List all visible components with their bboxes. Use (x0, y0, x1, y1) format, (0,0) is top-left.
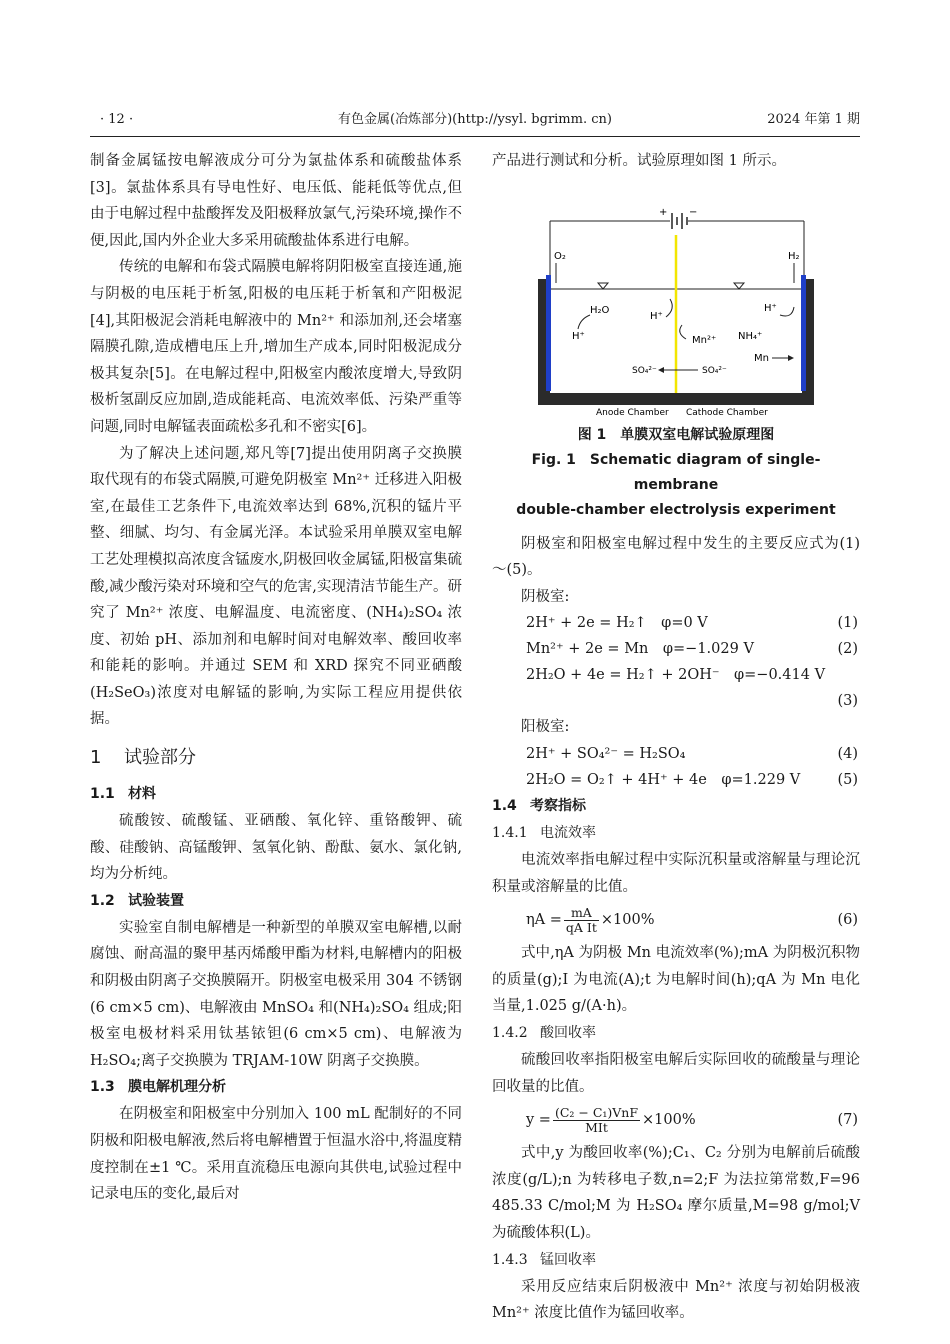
level-marker-right (734, 283, 744, 289)
equation-7 (492, 1100, 860, 1140)
equation-number: (6) (837, 912, 858, 929)
equation-number: (2) (837, 641, 858, 658)
label-so4-cathode: SO₄²⁻ (702, 365, 727, 376)
subsubsection-number: 1.4.1 (492, 824, 528, 841)
subsubsection-heading (492, 1020, 860, 1047)
equation-lhs: y = (526, 1112, 551, 1129)
equation-number: (3) (837, 693, 858, 710)
paragraph: 在阴极室和阳极室中分别加入 100 mL 配制好的不同阴极和阳极电解液,然后将电解槽置于恒温水浴中,将温度精度控制在±1 ℃。采用直流稳压电源向其供电,试验过程中记录电压的变化,最后对 (90, 1106, 462, 1203)
paragraph: 采用反应结束后阴极液中 Mn²⁺ 浓度与初始阴极液 Mn²⁺ 浓度比值作为锰回收率。 (492, 1278, 860, 1322)
h2o-arrow (578, 315, 590, 329)
label-o2: O₂ (554, 250, 566, 262)
numerator: mA (564, 906, 599, 921)
subsubsection-heading (492, 1247, 860, 1274)
battery-plus: + (659, 206, 668, 218)
cathode-electrode (801, 275, 806, 391)
cathode-chamber-label: Cathode Chamber (686, 407, 768, 417)
paragraph: 实验室自制电解槽是一种新型的单膜双室电解槽,以耐腐蚀、耐高温的聚甲基丙烯酸甲酯为材料,电解槽内的阳极和阴极由阴离子交换膜隔开。阴极室电极采用 304 不锈钢(6 cm×5 cm)、电解液由 MnSO₄ 和(NH₄)₂SO₄ 组成;阳极室电极材料采用钛基铱钽(6 cm×5 cm)、电解液为 H₂SO₄;离子交换膜为 TRJAM-10W 阴离子交换膜。 (90, 919, 462, 1069)
electrolysis-diagram (492, 179, 860, 417)
equation-rhs: ×100% (642, 1112, 696, 1129)
paragraph: 制备金属锰按电解液成分可分为氯盐体系和硫酸盐体系[3]。氯盐体系具有导电性好、电压低、能耗低等优点,但由于电解过程中盐酸挥发及阳极释放氯气,污染环境,操作不便,因此,国内外企业大多采用硫酸盐体系进行电解。 (90, 153, 462, 249)
anode-electrode (546, 275, 551, 391)
paragraph: 阴极室和阳极室电解过程中发生的主要反应式为(1)～(5)。 (492, 535, 860, 579)
mn2-arrow (680, 325, 686, 339)
label-h-plus-anode: H⁺ (572, 330, 585, 342)
equation-2 (492, 636, 860, 662)
subsubsection-number: 1.4.3 (492, 1251, 528, 1268)
subsubsection-title: 电流效率 (540, 824, 596, 841)
equation-rhs: ×100% (600, 912, 655, 929)
mn-arrowhead (788, 355, 794, 361)
section-title: 试验部分 (124, 747, 196, 769)
subsection-heading (90, 1074, 462, 1101)
journal-title: 有色金属(冶炼部分)(http://ysyl. bgrimm. cn) (338, 112, 612, 127)
right-column (492, 148, 860, 1327)
subsection-title: 材料 (128, 786, 156, 803)
paragraph: 为了解决上述问题,郑凡等[7]提出使用阴离子交换膜取代现有的布袋式隔膜,可避免阴极室 Mn²⁺ 迁移进入阳极室,在最佳工艺条件下,电流效率达到 68%,沉积的锰片平整、细腻、均匀、有金属光泽。本试验采用单膜双室电解工艺处理模拟高浓度含锰废水,阴极回收金属锰,阳极富集硫酸,减少酸污染对环境和空气的危害,实现清洁节能生产。研究了 Mn²⁺ 浓度、电解温度、电流密度、(NH₄)₂SO₄ 浓度、初始 pH、添加剂和电解时间对电解效率、酸回收率和能耗的影响。并通过 SEM 和 XRD 探究不同亚硒酸(H₂SeO₃)浓度对电解锰的影响,为实际工程应用提供依据。 (90, 445, 462, 728)
equation-number: (5) (837, 771, 858, 788)
paragraph: 式中,y 为酸回收率(%);C₁、C₂ 分别为电解前后硫酸浓度(g/L);n 为转移电子数,n=2;F 为法拉第常数,F=96 485.33 C/mol;M 为 H₂SO₄ 摩尔质量,M=98 g/mol;V 为硫酸体积(L)。 (492, 1145, 860, 1241)
subsection-number: 1.4 (492, 797, 517, 814)
subsection-title: 膜电解机理分析 (128, 1079, 226, 1096)
equation-1 (492, 610, 860, 636)
subsection-title: 试验装置 (128, 892, 184, 909)
subsection-heading (492, 793, 860, 820)
subsection-number: 1.2 (90, 892, 115, 909)
equation-4 (492, 741, 860, 767)
subsubsection-title: 酸回收率 (540, 1024, 596, 1041)
label-nh4-plus: NH₄⁺ (738, 330, 763, 342)
h-plus-cathode-arrow (780, 307, 794, 316)
paragraph: 式中,ηA 为阴极 Mn 电流效率(%);mA 为阴极沉积物的质量(g);I 为电流(A);t 为电解时间(h);qA 为 Mn 电化当量,1.025 g/(A·h)。 (492, 945, 860, 1015)
paragraph: 传统的电解和布袋式隔膜电解将阴阳极室直接连通,施与阴极的电压耗于析氢,阳极的电压耗于析氧和产阳极泥[4],其阳极泥会消耗电解液中的 Mn²⁺ 和添加剂,还会堵塞隔膜孔隙,造成槽电压上升,增加生产成本,同时阳极泥成分极其复杂[5]。在电解过程中,阳极室内酸浓度增大,导致阴极析氢副反应加剧,造成能耗高、电流效率低、污染严重等问题,同时电解锰表面疏松多孔和不密实[6]。 (90, 259, 462, 435)
subsection-number: 1.3 (90, 1079, 115, 1096)
denominator: MIt (585, 1119, 608, 1135)
equation-5 (492, 767, 860, 793)
numerator: (C₂ − C₁)VnF (554, 1104, 639, 1120)
diagram-svg (492, 179, 860, 417)
paragraph: 硫酸回收率指阳极室电解后实际回收的硫酸量与理论回收量的比值。 (492, 1051, 860, 1095)
level-marker-left (598, 283, 608, 289)
issue-label: 2024 年第 1 期 (767, 112, 860, 127)
header-rule (90, 136, 860, 137)
page-number: · 12 · (100, 112, 134, 127)
anode-chamber-label: Anode Chamber (596, 407, 669, 417)
figure-caption-cn: 图 1 单膜双室电解试验原理图 (577, 426, 775, 443)
label-h-plus-cathode: H⁺ (764, 302, 777, 314)
so4-arrowhead (658, 367, 664, 373)
denominator: qA It (565, 919, 597, 935)
label-h2o: H₂O (590, 304, 610, 316)
h-plus-arrow (666, 299, 672, 317)
equation-number: (4) (837, 745, 858, 762)
figure-caption-en: Fig. 1 Schematic diagram of single-membrane (531, 451, 821, 493)
equation-lhs: ηA = (526, 912, 562, 929)
paragraph: 电流效率指电解过程中实际沉积量或溶解量与理论沉积量或溶解量的比值。 (492, 851, 860, 895)
figure-caption-en: double-chamber electrolysis experiment (516, 501, 836, 518)
fraction (564, 906, 599, 935)
equation-number: (7) (837, 1112, 858, 1129)
subsection-number: 1.1 (90, 786, 115, 803)
section-number: 1 (90, 747, 102, 769)
equation-body: 2H⁺ + 2e = H₂↑ φ=0 V (526, 615, 708, 632)
fraction (553, 1106, 640, 1135)
label-mn2-plus: Mn²⁺ (692, 334, 717, 346)
section-heading (90, 735, 462, 781)
equation-body: Mn²⁺ + 2e = Mn φ=−1.029 V (526, 641, 754, 658)
label-h-plus-membrane: H⁺ (650, 310, 663, 322)
subsubsection-heading (492, 820, 860, 847)
equation-6 (492, 900, 860, 940)
label-h2: H₂ (788, 250, 800, 262)
subsubsection-title: 锰回收率 (540, 1251, 596, 1268)
equation-body: 2H₂O = O₂↑ + 4H⁺ + 4e φ=1.229 V (526, 771, 801, 788)
subsubsection-number: 1.4.2 (492, 1024, 528, 1041)
battery-minus: − (689, 206, 698, 218)
equation-body: 2H⁺ + SO₄²⁻ = H₂SO₄ (526, 745, 686, 762)
subsection-title: 考察指标 (530, 797, 586, 814)
left-column (90, 148, 462, 1208)
subsection-heading (90, 888, 462, 915)
equation-number: (1) (837, 615, 858, 632)
label-so4-anode: SO₄²⁻ (632, 365, 657, 376)
paragraph: 产品进行测试和分析。试验原理如图 1 所示。 (492, 153, 786, 169)
anode-reactions-label: 阳极室: (521, 719, 570, 736)
cathode-reactions-label: 阴极室: (521, 588, 570, 605)
equation-3 (492, 662, 860, 688)
paragraph: 硫酸铵、硫酸锰、亚硒酸、氧化锌、重铬酸钾、硫酸、硅酸钠、高锰酸钾、氢氧化钠、酚酞、氨水、氯化钠,均为分析纯。 (90, 813, 462, 883)
subsection-heading (90, 781, 462, 808)
equation-body: 2H₂O + 4e = H₂↑ + 2OH⁻ φ=−0.414 V (526, 667, 826, 684)
label-mn: Mn (754, 352, 769, 364)
